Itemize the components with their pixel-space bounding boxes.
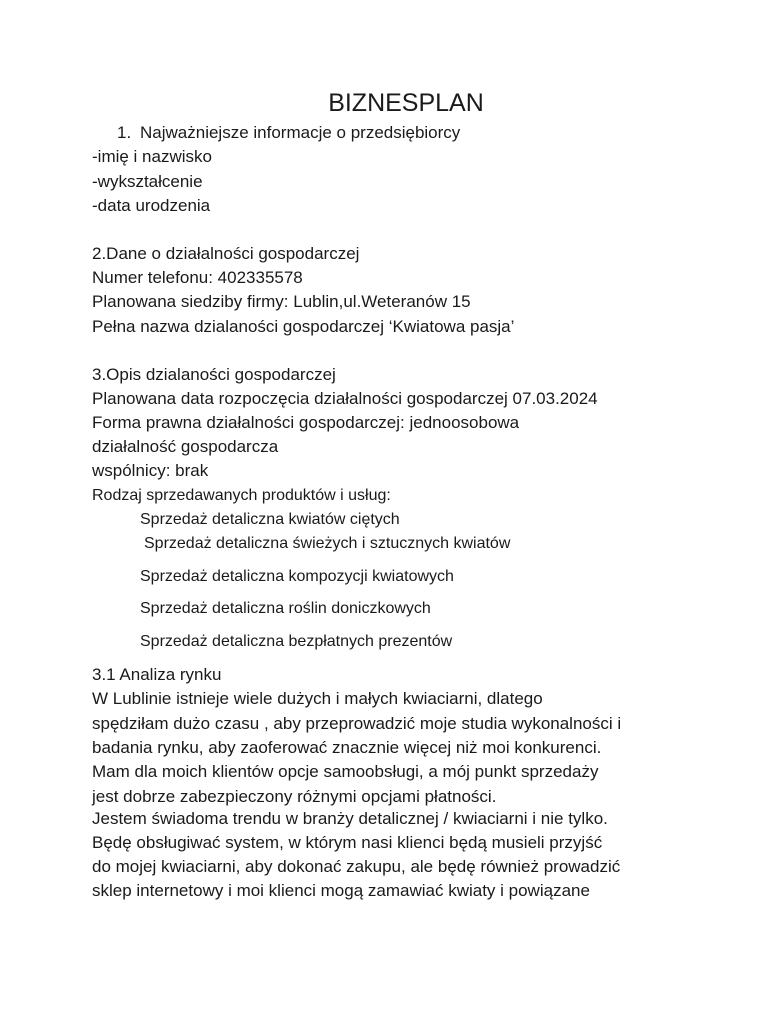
- product-item: Sprzedaż detaliczna bezpłatnych prezentów: [140, 633, 453, 650]
- section3-heading: 3.Opis dzialaności gospodarczej: [92, 365, 336, 384]
- products-heading: Rodzaj sprzedawanych produktów i usług:: [92, 487, 391, 504]
- section1-item: -imię i nazwisko: [92, 147, 212, 166]
- section31-line: W Lublinie istnieje wiele dużych i małych kwiaciarni, dlatego: [92, 689, 543, 708]
- section2-line: Pełna nazwa dzialaności gospodarczej ‘Kwiatowa pasja’: [92, 317, 515, 336]
- section1-item: -wykształcenie: [92, 172, 203, 191]
- product-item: Sprzedaż detaliczna kompozycji kwiatowych: [140, 568, 454, 585]
- section31-line: Mam dla moich klientów opcje samoobsługi, a mój punkt sprzedaży: [92, 762, 599, 781]
- section1-heading-number: 1.: [117, 123, 132, 142]
- section31-line: Będę obsługiwać system, w którym nasi klienci będą musieli przyjść: [92, 833, 603, 852]
- section31-line: badania rynku, aby zaoferować znacznie więcej niż moi konkurenci.: [92, 738, 602, 757]
- section2-heading: 2.Dane o działalności gospodarczej: [92, 244, 360, 263]
- section31-line: do mojej kwiaciarni, aby dokonać zakupu, ale będę również prowadzić: [92, 857, 621, 876]
- document-title: BIZNESPLAN: [328, 89, 484, 117]
- section2-line: Numer telefonu: 402335578: [92, 268, 303, 287]
- section3-line: wspólnicy: brak: [92, 461, 209, 480]
- section31-heading: 3.1 Analiza rynku: [92, 665, 222, 684]
- section31-line: spędziłam dużo czasu , aby przeprowadzić moje studia wykonalności i: [92, 714, 622, 733]
- section31-line: sklep internetowy i moi klienci mogą zamawiać kwiaty i powiązane: [92, 881, 590, 900]
- product-item: Sprzedaż detaliczna kwiatów ciętych: [140, 511, 400, 528]
- section3-line: działalność gospodarcza: [92, 437, 279, 456]
- section31-line: Jestem świadoma trendu w branży detalicznej / kwiaciarni i nie tylko.: [92, 809, 608, 828]
- product-item: Sprzedaż detaliczna roślin doniczkowych: [140, 600, 431, 617]
- section1-item: -data urodzenia: [92, 196, 211, 215]
- section3-line: Planowana data rozpoczęcia działalności gospodarczej 07.03.2024: [92, 389, 598, 408]
- section3-line: Forma prawna działalności gospodarczej: jednoosobowa: [92, 413, 520, 432]
- section1-heading: Najważniejsze informacje o przedsiębiorcy: [140, 123, 461, 142]
- section2-line: Planowana siedziby firmy: Lublin,ul.Weteranów 15: [92, 292, 471, 311]
- product-item: Sprzedaż detaliczna świeżych i sztucznych kwiatów: [144, 535, 511, 552]
- section31-line: jest dobrze zabezpieczony różnymi opcjami płatności.: [92, 787, 497, 806]
